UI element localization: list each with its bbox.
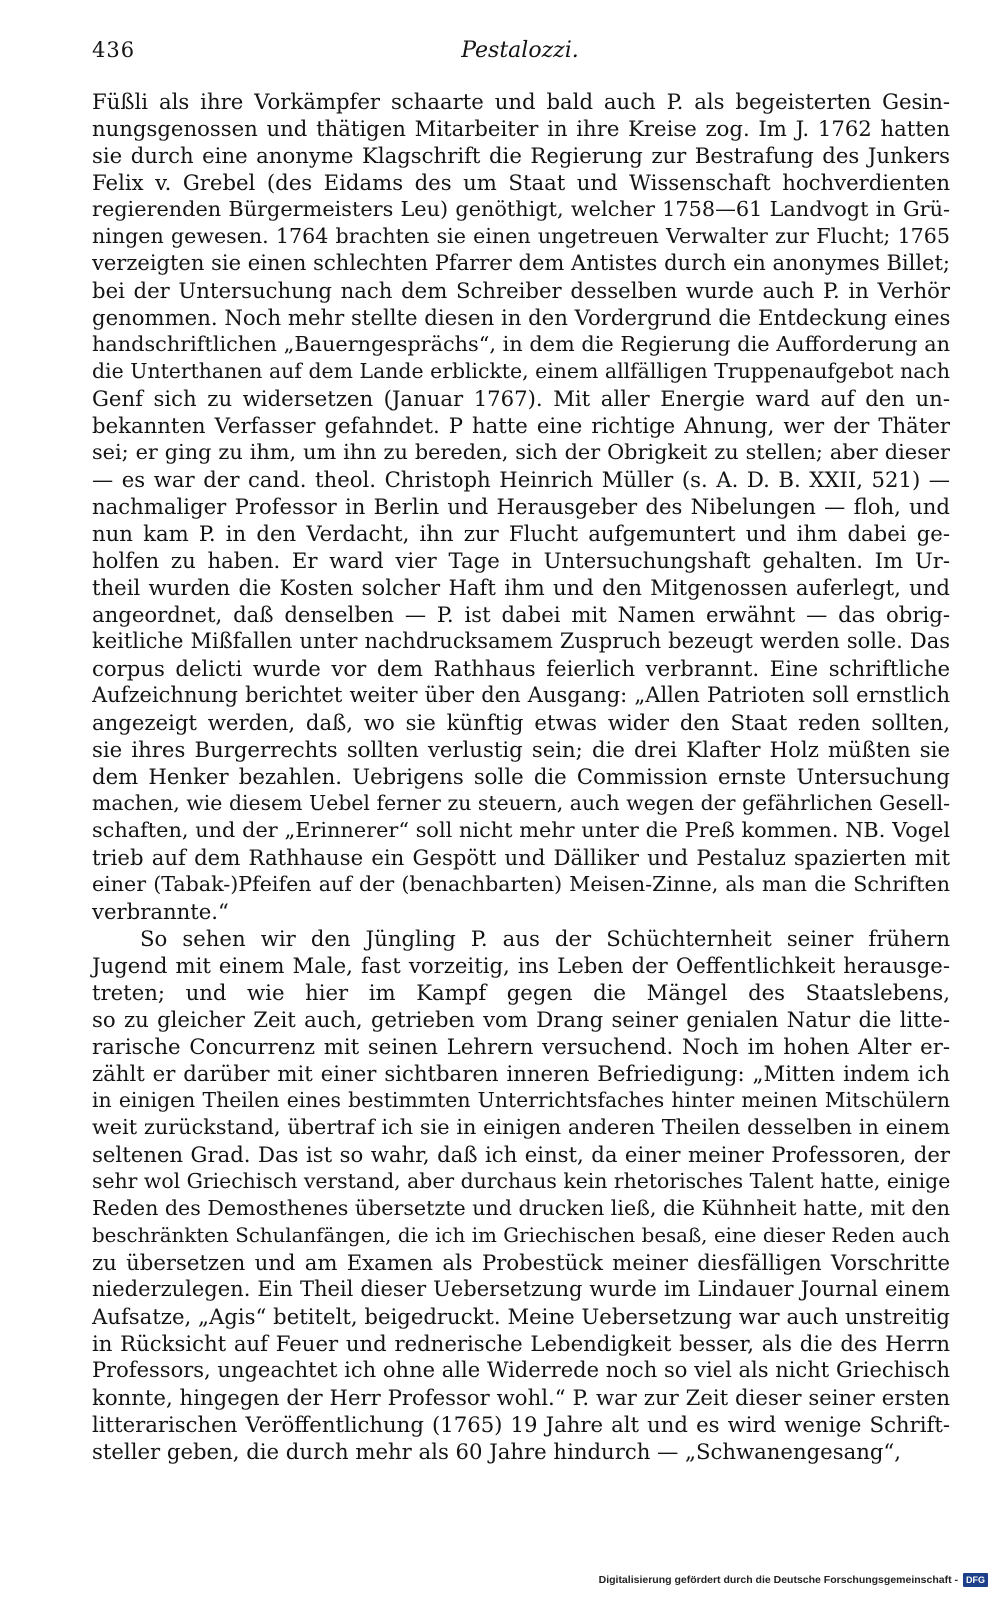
text-line: nachmaliger Professor in Berlin und Herausgeber des Nibelungen — floh, und xyxy=(92,494,950,519)
text-line: dem Henker bezahlen. Uebrigens solle die Commission ernste Untersuchung xyxy=(92,764,950,789)
text-line: verzeigten sie einen schlechten Pfarrer dem Antistes durch ein anonymes Billet; xyxy=(92,251,950,275)
text-line: zu übersetzen und am Examen als Probestück meiner diesfälligen Vorschritte xyxy=(92,1250,950,1275)
text-line: rarische Concurrenz mit seinen Lehrern versuchend. Noch im hohen Alter er- xyxy=(92,1034,950,1059)
text-line: — es war der cand. theol. Christoph Heinrich Müller (s. A. D. B. XXII, 521) — xyxy=(92,467,950,492)
text-line: sie durch eine anonyme Klagschrift die Regierung zur Bestrafung des Junkers xyxy=(92,143,950,168)
text-line: theil wurden die Kosten solcher Haft ihm und den Mitgenossen auferlegt, und xyxy=(92,575,950,600)
paragraph xyxy=(92,925,950,1465)
text-line: genommen. Noch mehr stellte diesen in den Vordergrund die Entdeckung eines xyxy=(92,305,951,330)
text-line: Aufzeichnung berichtet weiter über den Ausgang: „Allen Patrioten soll ernstlich xyxy=(92,683,950,707)
running-title: Pestalozzi. xyxy=(461,38,579,63)
text-line: nun kam P. in den Verdacht, ihn zur Flucht aufgemuntert und ihm dabei ge- xyxy=(92,521,950,546)
text-line: ningen gewesen. 1764 brachten sie einen ungetreuen Verwalter zur Flucht; 1765 xyxy=(92,224,950,248)
text-line: die Unterthanen auf dem Lande erblickte, einem allfälligen Truppenaufgebot nach xyxy=(92,359,950,383)
text-line: in Rücksicht auf Feuer und rednerische Lebendigkeit besser, als die des Herrn xyxy=(92,1331,950,1356)
text-line: konnte, hingegen der Herr Professor wohl.“ P. war zur Zeit dieser seiner ersten xyxy=(92,1385,950,1410)
text-line: machen, wie diesem Uebel ferner zu steuern, auch wegen der gefährlichen Gesell- xyxy=(92,791,950,815)
paragraph xyxy=(92,88,950,925)
text-line: corpus delicti wurde vor dem Rathhaus feierlich verbrannt. Eine schriftliche xyxy=(92,656,950,681)
text-line: angezeigt werden, daß, wo sie künftig etwas wider den Staat reden sollten, xyxy=(92,710,950,735)
text-line: weit zurückstand, übertraf ich sie in einigen anderen Theilen desselben in einem xyxy=(92,1115,950,1139)
text-line: keitliche Mißfallen unter nachdrucksamem Zuspruch bezeugt werden solle. Das xyxy=(92,629,950,653)
text-line: treten; und wie hier im Kampf gegen die Mängel des Staatslebens, xyxy=(92,980,950,1005)
text-line: einer (Tabak-)Pfeifen auf der (benachbarten) Meisen-Zinne, als man die Schriften xyxy=(92,872,950,896)
text-line: seltenen Grad. Das ist so wahr, daß ich einst, da einer meiner Professoren, der xyxy=(92,1142,950,1167)
digitization-credit xyxy=(599,1573,988,1587)
text-line: in einigen Theilen eines bestimmten Unterrichtsfaches hinter meinen Mitschülern xyxy=(92,1088,950,1112)
text-line: Aufsatze, „Agis“ betitelt, beigedruckt. Meine Uebersetzung war auch unstreitig xyxy=(92,1304,950,1329)
text-line: zählt er darüber mit einer sichtbaren inneren Befriedigung: „Mitten indem ich xyxy=(92,1061,950,1086)
credit-text: Digitalisierung gefördert durch die Deutsche Forschungsgemeinschaft - xyxy=(598,1574,958,1586)
text-line: sei; er ging zu ihm, um ihn zu bereden, sich der Obrigkeit zu stellen; aber dieser xyxy=(92,440,950,464)
text-line: trieb auf dem Rathhause ein Gespött und Dälliker und Pestaluz spazierten mit xyxy=(92,845,950,870)
text-line: verbrannte.“ xyxy=(92,899,229,924)
text-line: beschränkten Schulanfängen, die ich im Griechischen besaß, eine dieser Reden auch xyxy=(92,1224,950,1247)
text-line: sie ihres Burgerrechts sollten verlustig sein; die drei Klafter Holz müßten sie xyxy=(92,737,950,762)
text-line: Füßli als ihre Vorkämpfer schaarte und bald auch P. als begeisterten Gesin- xyxy=(92,89,950,114)
text-line: Professors, ungeachtet ich ohne alle Widerrede noch so viel als nicht Griechisch xyxy=(92,1358,950,1382)
text-line: sehr wol Griechisch verstand, aber durchaus kein rhetorisches Talent hatte, einige xyxy=(92,1169,951,1193)
text-line: so zu gleicher Zeit auch, getrieben vom Drang seiner genialen Natur die litte- xyxy=(92,1007,950,1032)
page-number: 436 xyxy=(92,38,136,62)
text-line: handschriftlichen „Bauerngesprächs“, in dem die Regierung die Aufforderung an xyxy=(92,332,950,356)
text-line: Jugend mit einem Male, fast vorzeitig, ins Leben der Oeffentlichkeit herausge- xyxy=(92,953,950,978)
text-line: litterarischen Veröffentlichung (1765) 19 Jahre alt und es wird wenige Schrift- xyxy=(92,1412,950,1437)
text-line: nungsgenossen und thätigen Mitarbeiter in ihre Kreise zog. Im J. 1762 hatten xyxy=(92,116,950,141)
text-line: steller geben, die durch mehr als 60 Jahre hindurch — „Schwanengesang“, xyxy=(92,1439,901,1464)
body-text xyxy=(92,88,950,1465)
text-line: schaften, und der „Erinnerer“ soll nicht mehr unter die Preß kommen. NB. Vogel xyxy=(92,818,950,842)
text-line: angeordnet, daß denselben — P. ist dabei mit Namen erwähnt — das obrig- xyxy=(92,602,950,627)
text-line: Felix v. Grebel (des Eidams des um Staat und Wissenschaft hochverdienten xyxy=(92,170,950,195)
text-line: regierenden Bürgermeisters Leu) genöthigt, welcher 1758—61 Landvogt in Grü- xyxy=(92,197,950,221)
text-line: holfen zu haben. Er ward vier Tage in Untersuchungshaft gehalten. Im Ur- xyxy=(92,548,950,573)
text-line: bekannten Verfasser gefahndet. P hatte eine richtige Ahnung, wer der Thäter xyxy=(92,413,950,438)
text-line: niederzulegen. Ein Theil dieser Uebersetzung wurde im Lindauer Journal einem xyxy=(92,1277,950,1301)
text-line: bei der Untersuchung nach dem Schreiber desselben wurde auch P. in Verhör xyxy=(92,278,950,303)
text-line: Genf sich zu widersetzen (Januar 1767). Mit aller Energie ward auf den un- xyxy=(92,386,950,411)
dfg-logo: DFG xyxy=(963,1573,988,1587)
text-line: So sehen wir den Jüngling P. aus der Schüchternheit seiner frühern xyxy=(140,926,950,951)
text-line: Reden des Demosthenes übersetzte und drucken ließ, die Kühnheit hatte, mit den xyxy=(92,1196,950,1220)
running-head xyxy=(92,38,948,68)
